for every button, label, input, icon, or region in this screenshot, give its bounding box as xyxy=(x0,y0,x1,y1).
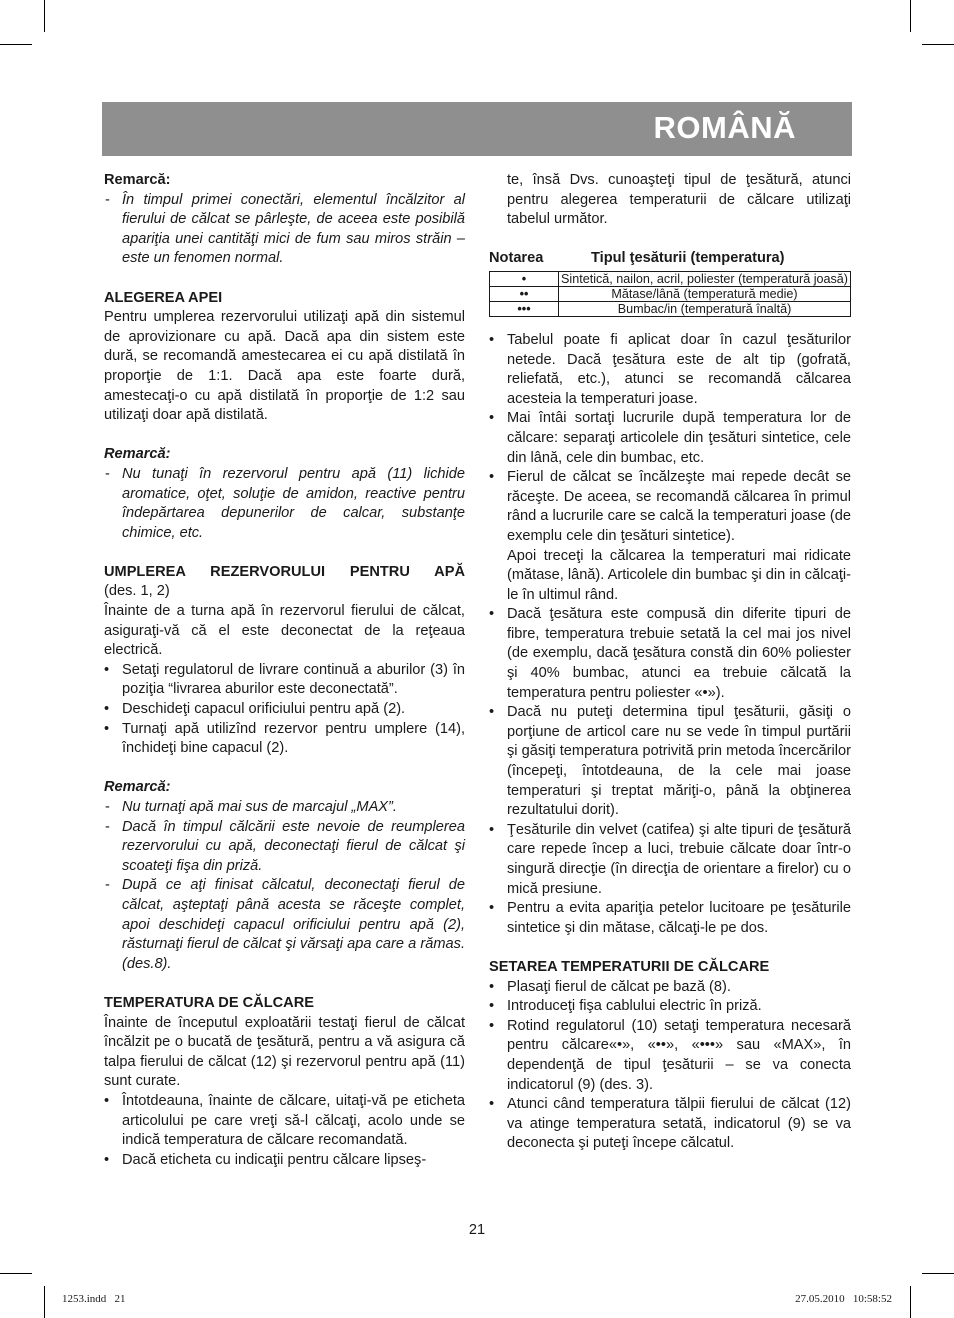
crop-mark xyxy=(910,0,911,32)
list-item: • Setaţi regulatorul de livrare continuă a aburilor (3) în poziţia “livrarea aburilor este deconectată”. xyxy=(104,661,465,700)
table-row xyxy=(490,301,851,316)
list-item: • Tabelul poate fi aplicat doar în cazul ţesăturilor netede. Dacă ţesătura este de alt tip (gofrată, reliefată, etc.), atunci se recomandă călcarea acesteia la temperaturi joase. xyxy=(489,331,851,409)
bullet-list xyxy=(489,605,851,938)
bullet-list xyxy=(104,1092,465,1170)
list-item: • Deschideţi capacul orificiului pentru apă (2). xyxy=(104,700,465,720)
list-item: - Nu tunaţi în rezervorul pentru apă (11) lichide aromatice, oţet, soluţie de amidon, reactive pentru îndepărtarea depunerilor de calcar, substanţe chimice, etc. xyxy=(104,465,465,543)
table-cell-description: Bumbac/in (temperatură înaltă) xyxy=(559,301,851,316)
note-heading: Remarcă: xyxy=(104,172,171,188)
table-row xyxy=(490,286,851,301)
crop-mark xyxy=(0,44,32,45)
section-heading-water: ALEGEREA APEI xyxy=(104,289,223,306)
table-cell-symbol: • xyxy=(490,271,559,286)
list-item: • Pentru a evita apariţia petelor lucitoare pe ţesăturile sintetice şi din mătase, călcaţi-le pe dos. xyxy=(489,899,851,938)
table-cell-description: Mătase/lână (temperatură medie) xyxy=(559,286,851,301)
table-cell-symbol: •• xyxy=(490,286,559,301)
list-item: - În timpul primei conectări, elementul încălzitor al fierului de călcat se pârleşte, de aceea este posibilă apariţia unei cantităţi mici de fum sau miros străin – este un fenomen normal. xyxy=(104,191,465,269)
note-heading: Remarcă: xyxy=(104,779,171,796)
table-header-notation: Notarea xyxy=(489,250,544,267)
list-item: - Nu turnaţi apă mai sus de marcajul „MAX”. xyxy=(104,798,465,818)
crop-mark xyxy=(922,1273,954,1274)
list-item: • Atunci când temperatura tălpii fierului de călcat (12) va atinge temperatura setată, indicatorul (9) se va deconecta şi puteţi începe călcatul. xyxy=(489,1095,851,1154)
paragraph: Pentru umplerea rezervorului utilizaţi apă din sistemul de aprovizionare cu apă. Dacă apa din sistem este dură, se recomandă amestecarea ei cu apă distilată în proporţie de 1:1. Dacă apa este foarte dură, amestecaţi-o cu apă distilată în proporţie de 1:2 sau utilizaţi doar apă distilată. xyxy=(104,309,465,424)
figure-reference: (des. 1, 2) xyxy=(104,583,170,600)
list-item: • Ţesăturile din velvet (catifea) şi alte tipuri de ţesătură care repede încep a luci, trebuie călcate doar într-o singură direcţie (în direcţia de orientare a firelor) cu o mică presiune. xyxy=(489,821,851,899)
bullet-list xyxy=(104,661,465,759)
table-cell-symbol: ••• xyxy=(490,301,559,316)
section-heading-set-temperature: SETAREA TEMPERATURII DE CĂLCARE xyxy=(489,958,770,975)
section-heading-temperature: TEMPERATURA DE CĂLCARE xyxy=(104,994,314,1011)
list-item: • Dacă nu puteţi determina tipul ţesăturii, găsiţi o porţiune de articol care nu se vede în timpul purtării şi găsiţi temperatura potrivită prin metoda încercărilor (începeţi, întotdeauna, de la cele mai joase temperaturi şi treptat măriţi-o, până la obţinerea rezultatului dorit). xyxy=(489,703,851,821)
paragraph: te, însă Dvs. cunoaşteţi tipul de ţesătură, atunci pentru alegerea temperaturii de călcare utilizaţi tabelul următor. xyxy=(507,172,851,228)
note-heading: Remarcă: xyxy=(104,446,171,463)
list-item: • Întotdeauna, înainte de călcare, uitaţi-vă pe eticheta articolului pe care vreţi să-l călcaţi, acolo unde se indică temperatura de călcare recomandată. xyxy=(104,1092,465,1151)
list-item: • Dacă ţesătura este compusă din diferite tipuri de fibre, temperatura trebuie setată la cel mai jos nivel (de exemplu, dacă ţesătura constă din 60% poliester şi 40% bumbac, atunci ea trebuie călcată la temperatura pentru poliester «•»). xyxy=(489,605,851,703)
table-cell-description: Sintetică, nailon, acril, poliester (temperatură joasă) xyxy=(559,271,851,286)
crop-mark xyxy=(44,1286,45,1318)
section-heading-fill: UMPLEREA REZERVORULUI PENTRU APĂ xyxy=(104,563,465,580)
bullet-list xyxy=(489,978,851,1154)
table-row xyxy=(490,271,851,286)
note-list xyxy=(104,798,465,974)
footer-timestamp: 27.05.2010 10:58:52 xyxy=(795,1293,892,1305)
paragraph: Înainte de a turna apă în rezervorul fierului de călcat, asiguraţi-vă că el este deconectat de la reţeaua electrică. xyxy=(104,603,465,659)
list-item: • Plasaţi fierul de călcat pe bază (8). xyxy=(489,978,851,998)
language-title: ROMÂNĂ xyxy=(653,110,796,145)
list-item: • Dacă eticheta cu indicaţii pentru călcare lipseş- xyxy=(104,1151,465,1171)
table-header-fabric-type: Tipul ţesăturii (temperatura) xyxy=(591,250,785,267)
left-column xyxy=(104,171,465,1170)
crop-mark xyxy=(910,1286,911,1318)
fabric-temperature-table xyxy=(489,271,851,317)
list-item: • Mai întâi sortaţi lucrurile după temperatura lor de călcare: separaţi articolele din ţesături sintetice, cele din lână, cele din bumbac, etc. xyxy=(489,409,851,468)
note-list xyxy=(104,191,465,269)
list-item: • Fierul de călcat se încălzeşte mai repede decât se răceşte. De aceea, se recomandă călcarea în primul rând a lucrurile care se calcă la temperaturi joase (de exemplu cele din ţesături sintetice). xyxy=(489,468,851,546)
crop-mark xyxy=(44,0,45,32)
list-item: - După ce aţi finisat călcatul, deconectaţi fierul de călcat, aşteptaţi până acesta se răceşte complet, apoi deschideţi capacul orificiului pentru apă (2), răsturnaţi fierul de călcat şi vărsaţi apa care a rămas. (des.8). xyxy=(104,876,465,974)
bullet-list xyxy=(489,331,851,547)
language-header-bar xyxy=(102,102,852,156)
list-item: • Rotind regulatorul (10) setaţi temperatura necesară pentru călcare«•», «••», «•••» sau «MAX», în dependenţă de tipul ţesăturii – se va conecta indicatorul (9) (des. 3). xyxy=(489,1017,851,1095)
table-header xyxy=(489,249,851,269)
list-item: • Introduceţi fişa cablului electric în priză. xyxy=(489,997,851,1017)
list-item: - Dacă în timpul călcării este nevoie de reumplerea rezervorului cu apă, deconectaţi fierul de călcat şi scoateţi fişa din priză. xyxy=(104,818,465,877)
right-column xyxy=(489,171,851,1154)
list-item: • Turnaţi apă utilizînd rezervor pentru umplere (14), închideţi bine capacul (2). xyxy=(104,720,465,759)
footer-file-name: 1253.indd 21 xyxy=(62,1293,126,1305)
paragraph: Apoi treceţi la călcarea la temperaturi mai ridicate (mătase, lână). Articolele din bumbac şi din in călcaţi-le în ultimul rând. xyxy=(507,547,851,603)
page-number: 21 xyxy=(468,1222,486,1238)
note-list xyxy=(104,465,465,543)
paragraph: Înainte de începutul exploatării testaţi fierul de călcat încălzit pe o bucată de ţesătură, pentru a vă asigura că talpa fierului de călcat (12) şi rezervorul pentru apă (11) sunt curate. xyxy=(104,1014,465,1090)
crop-mark xyxy=(922,44,954,45)
crop-mark xyxy=(0,1273,32,1274)
